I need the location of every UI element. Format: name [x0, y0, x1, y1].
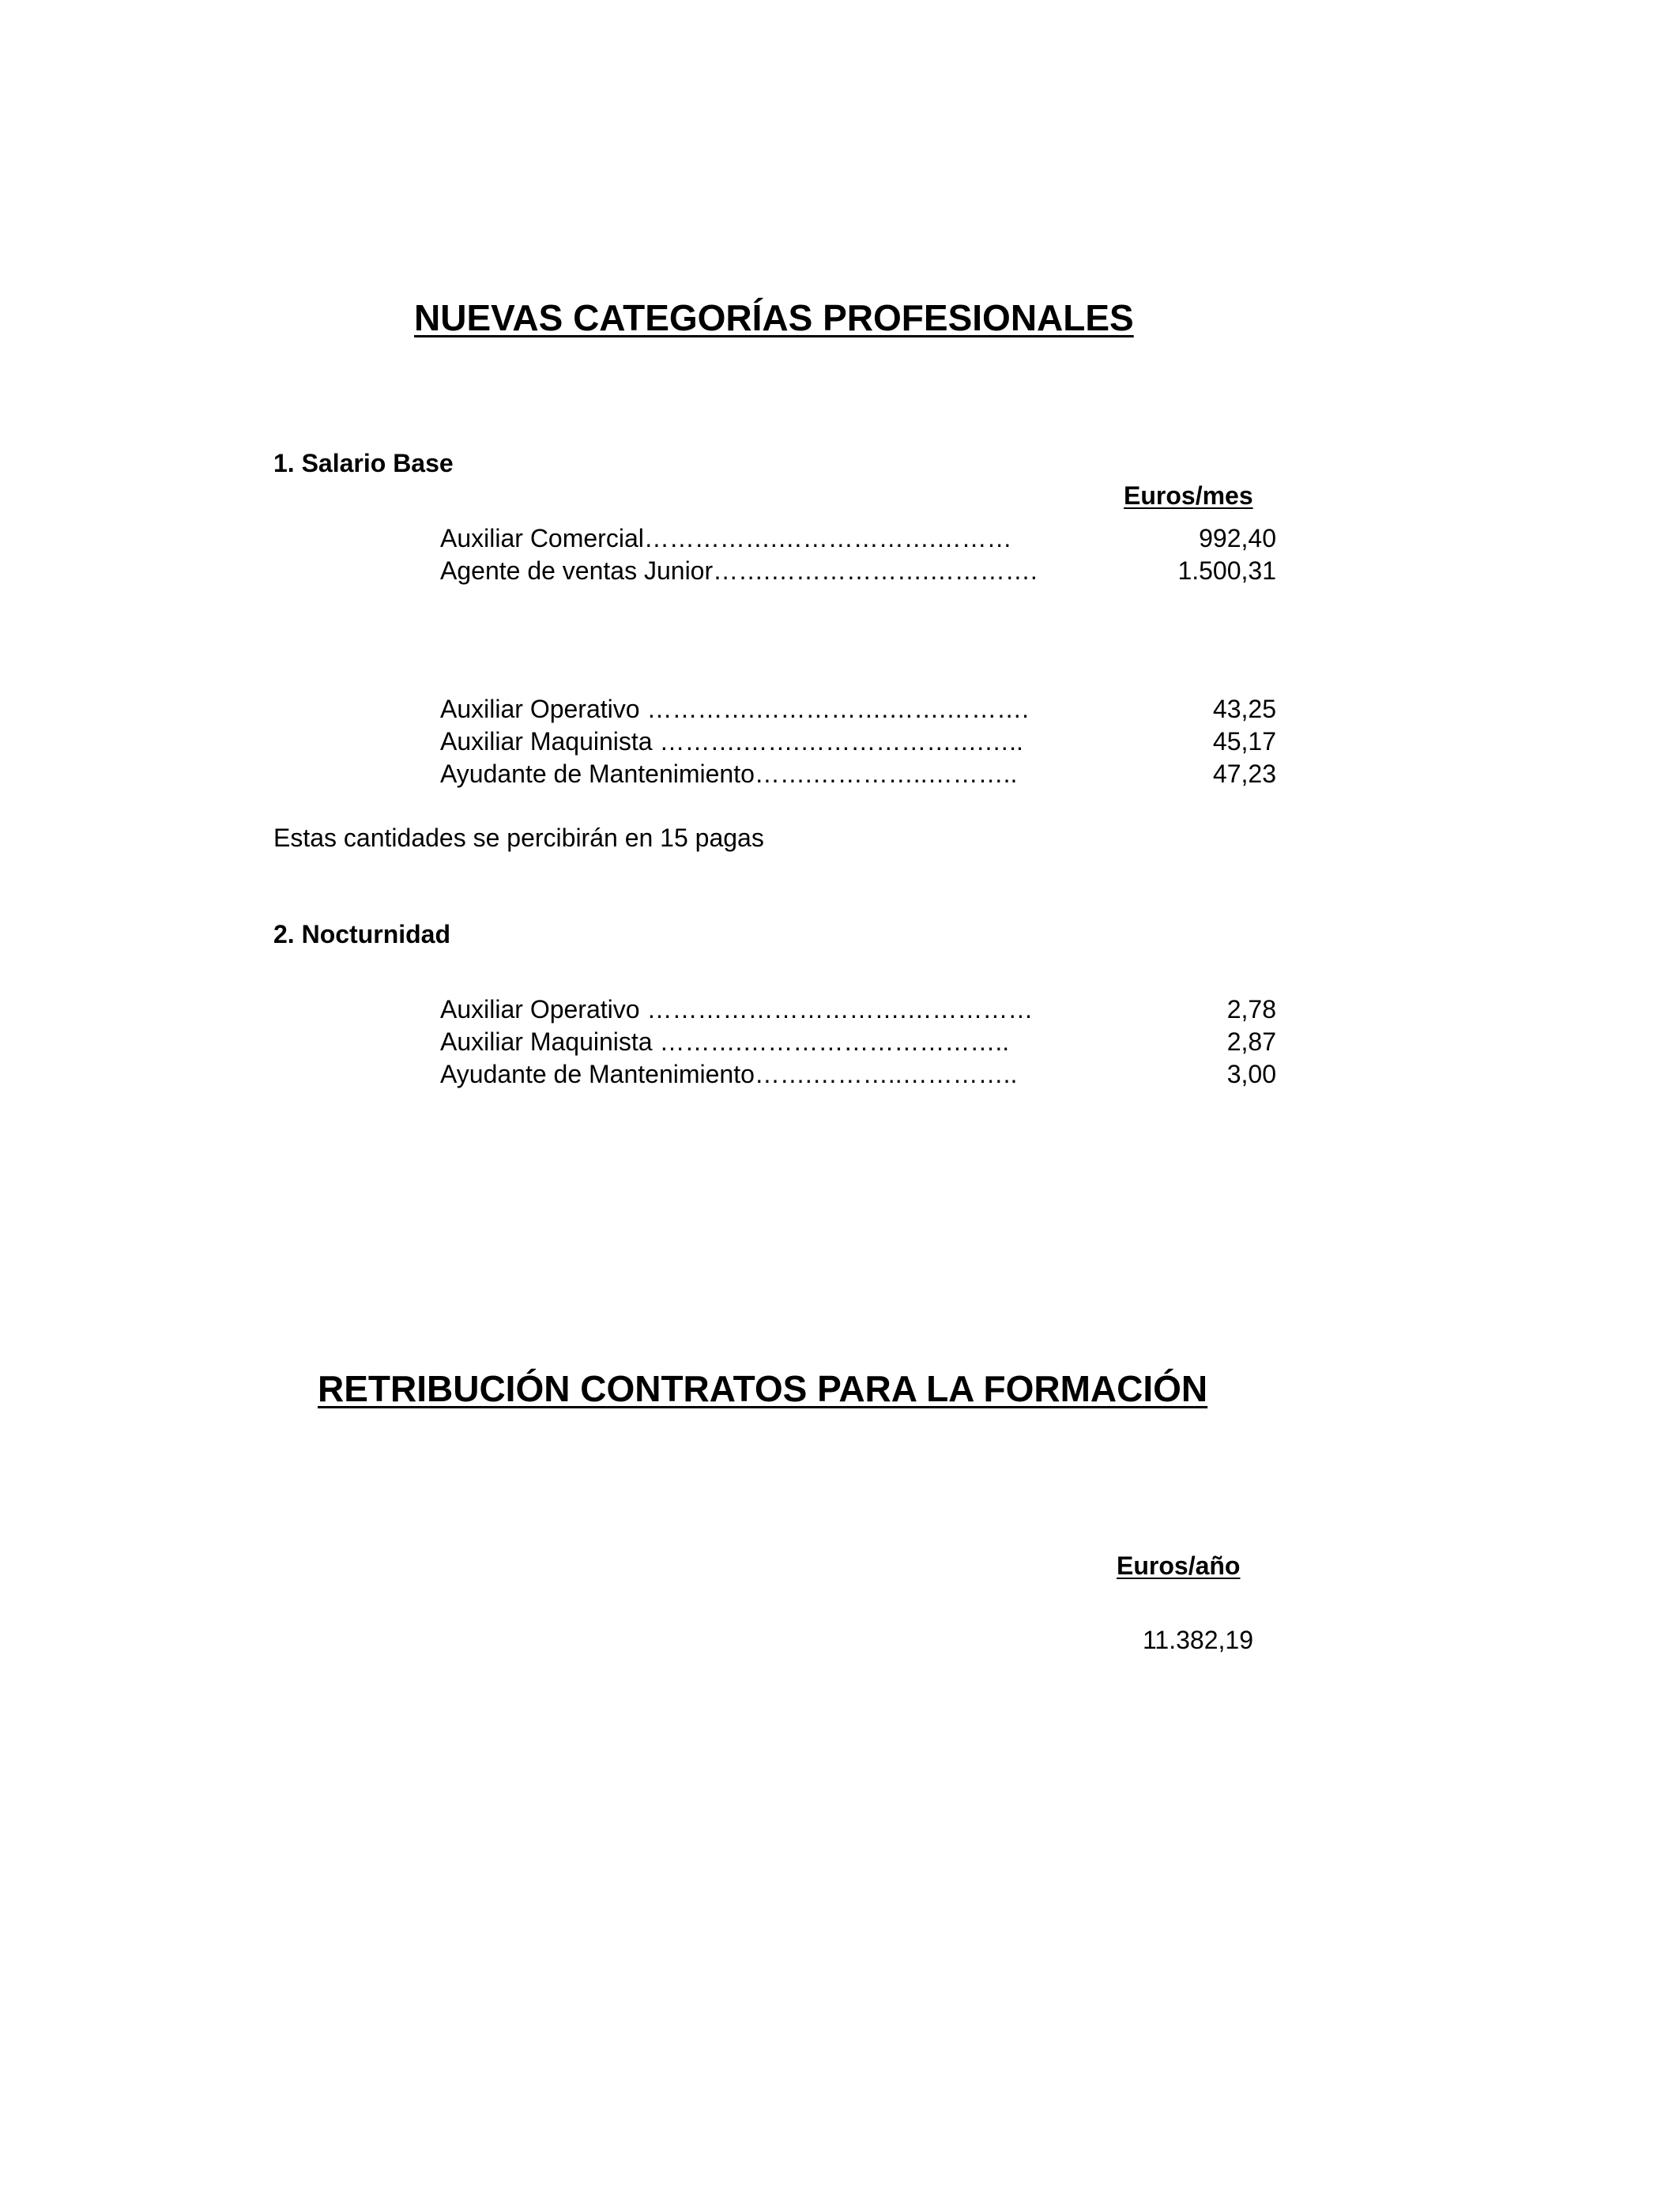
row-value: 2,78: [1226, 995, 1276, 1023]
column-header-euros-mes: Euros/mes: [1124, 481, 1253, 510]
table-row: [440, 758, 1276, 790]
row-label: Auxiliar Operativo ………………………….……………: [440, 995, 1034, 1023]
row-value: 1.500,31: [1177, 556, 1276, 585]
page-title: NUEVAS CATEGORÍAS PROFESIONALES: [414, 297, 1134, 338]
row-label: Auxiliar Operativo ………….…………….…….……….: [440, 695, 1029, 723]
row-label: Ayudante de Mantenimiento…….…………..………..: [440, 760, 1018, 788]
table-row: [440, 1058, 1276, 1091]
row-value: 43,25: [1212, 695, 1276, 723]
row-value: 2,87: [1226, 1027, 1276, 1056]
section-title-formacion: RETRIBUCIÓN CONTRATOS PARA LA FORMACIÓN: [318, 1368, 1208, 1409]
row-value: 47,23: [1212, 760, 1276, 788]
table-row: [440, 1026, 1276, 1058]
training-contract-value: 11.382,19: [1143, 1626, 1253, 1654]
table-row: [440, 693, 1276, 726]
row-value: 45,17: [1212, 727, 1276, 756]
row-label: Auxiliar Maquinista ……….…….………………….…..: [440, 727, 1023, 756]
section-heading-nocturnidad: 2. Nocturnidad: [273, 920, 451, 948]
row-label: Ayudante de Mantenimiento…….………..…………..: [440, 1060, 1018, 1088]
column-header-euros-ano: Euros/año: [1117, 1551, 1241, 1580]
salary-table-commercial: [440, 522, 1276, 587]
table-row: [440, 555, 1276, 587]
night-shift-table: [440, 993, 1276, 1091]
table-row: [440, 993, 1276, 1026]
section-heading-salario-base: 1. Salario Base: [273, 449, 454, 477]
row-label: Agente de ventas Junior…….……………….………….: [440, 556, 1038, 585]
row-label: Auxiliar Maquinista ……….…………………………..: [440, 1027, 1010, 1056]
payment-note: Estas cantidades se percibirán en 15 pagas: [273, 824, 764, 852]
salary-table-operational: [440, 693, 1276, 790]
table-row: [440, 522, 1276, 555]
row-value: 3,00: [1226, 1060, 1276, 1088]
table-row: [440, 726, 1276, 758]
row-value: 992,40: [1199, 524, 1276, 552]
row-label: Auxiliar Comercial…………….……………….………: [440, 524, 1012, 552]
